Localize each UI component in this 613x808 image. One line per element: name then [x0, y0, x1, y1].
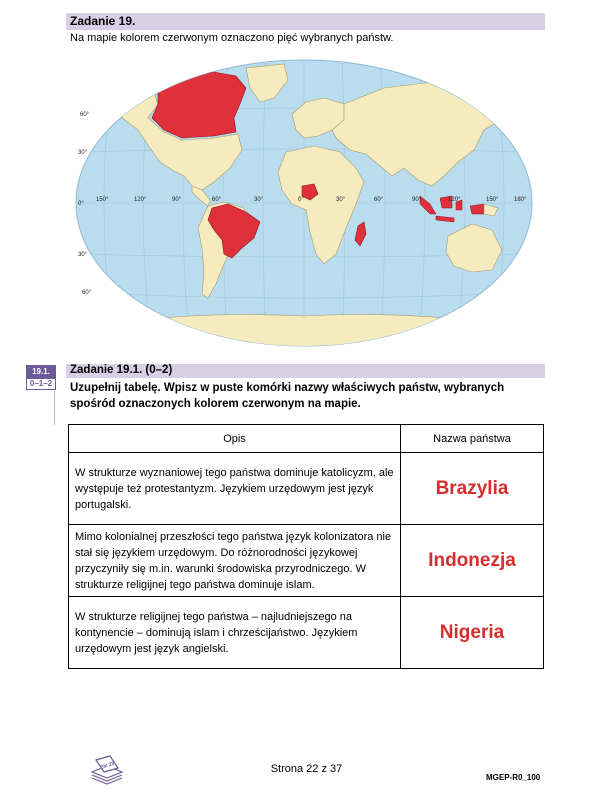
world-map-svg	[74, 58, 534, 348]
lon-label: 30°	[254, 197, 264, 203]
header-description: Opis	[69, 425, 401, 453]
answer-table	[68, 424, 544, 669]
lon-label: 150°	[96, 197, 109, 203]
lon-label: 30°	[336, 197, 346, 203]
lon-label: 180°	[514, 197, 527, 203]
lon-label: 120°	[134, 197, 147, 203]
exam-code: MGEP-R0_100	[486, 773, 541, 782]
lon-label: 60°	[374, 197, 384, 203]
subtask-instruction: Uzupełnij tabelę. Wpisz w puste komórki nazwy właściwych państw, wybranych spośród oznaczonych kolorem czerwonym na mapie.	[70, 382, 505, 410]
subtask-title: Zadanie 19.1. (0–2)	[70, 364, 173, 376]
table-row	[69, 597, 544, 669]
row-answer[interactable]: Nigeria	[401, 597, 544, 669]
subtask-number-badge: 19.1.	[26, 365, 56, 378]
task-title: Zadanie 19.	[70, 14, 136, 28]
lon-label: 90°	[412, 197, 422, 203]
table-row	[69, 525, 544, 597]
canada	[152, 72, 246, 138]
row-description: W strukturze religijnej tego państwa – najludniejszego na kontynencie – dominują islam i chrześcijaństwo. Językiem urzędowym jest język angielski.	[69, 597, 401, 669]
antarctica	[74, 315, 534, 349]
row-description: W strukturze wyznaniowej tego państwa dominuje katolicyzm, ale występuje też protestantyzm. Językiem urzędowym jest język portugalski.	[69, 453, 401, 525]
header-country-name: Nazwa państwa	[401, 425, 544, 453]
lat-label: 60°	[82, 290, 92, 296]
task-header	[66, 13, 545, 30]
subtask-header	[66, 364, 545, 378]
table-row	[69, 453, 544, 525]
task-intro: Na mapie kolorem czerwonym oznaczono pięć wybranych państw.	[70, 32, 394, 44]
lat-label: 30°	[78, 252, 88, 258]
lat-label: 30°	[78, 150, 88, 156]
row-answer[interactable]: Indonezja	[401, 525, 544, 597]
logo-text: EM 23	[99, 760, 116, 772]
margin-line	[54, 391, 55, 425]
world-map	[74, 58, 534, 348]
lon-label: 120°	[448, 197, 461, 203]
subtask-points-badge: 0–1–2	[26, 378, 56, 390]
table-header-row	[69, 425, 544, 453]
page-number: Strona 22 z 37	[270, 763, 343, 775]
lat-label: 0°	[78, 201, 84, 207]
lon-label: 150°	[486, 197, 499, 203]
lon-label: 60°	[212, 197, 222, 203]
lat-label: 60°	[80, 112, 90, 118]
lon-label: 0°	[298, 197, 304, 203]
row-description: Mimo kolonialnej przeszłości tego państwa język kolonizatora nie stał się językiem urzędowym. Do różnorodności językowej przyczyniły się m.in. warunki środowiska przyrodniczego. W strukturze religijnej tego państwa dominuje islam.	[69, 525, 401, 597]
row-answer[interactable]: Brazylia	[401, 453, 544, 525]
lon-label: 90°	[172, 197, 182, 203]
new-zealand	[510, 272, 520, 288]
